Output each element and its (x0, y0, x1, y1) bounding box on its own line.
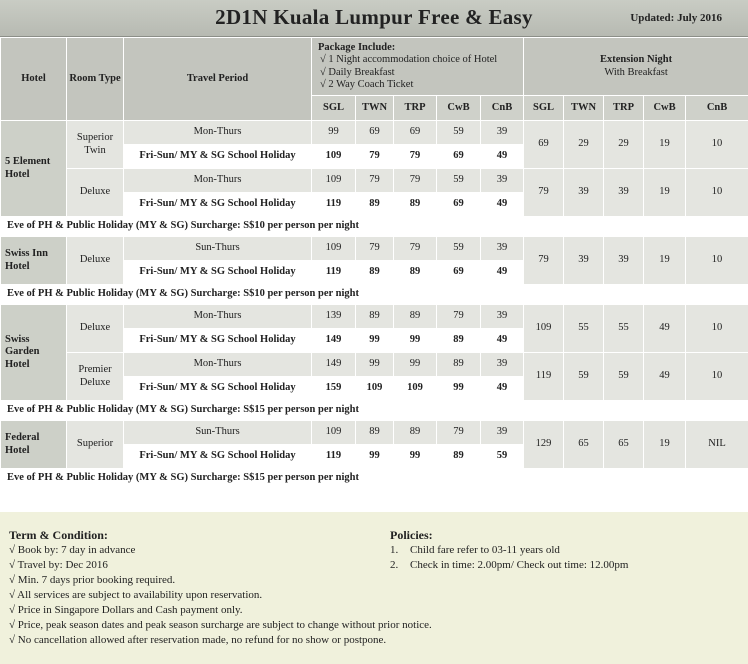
rate-value: 99 (394, 353, 437, 377)
travel-period: Mon-Thurs (124, 169, 312, 193)
rate-value: 119 (312, 445, 356, 469)
rate-row (1, 353, 748, 377)
hotel-name: Federal Hotel (1, 421, 67, 469)
rate-value: 99 (394, 445, 437, 469)
rate-value: 99 (356, 353, 394, 377)
travel-period: Fri-Sun/ MY & SG School Holiday (124, 329, 312, 353)
rate-value: 99 (356, 329, 394, 353)
rate-value: 139 (312, 305, 356, 329)
ext-rate-value: 39 (564, 237, 604, 285)
travel-period: Fri-Sun/ MY & SG School Holiday (124, 261, 312, 285)
rate-row (1, 169, 748, 193)
ext-rate-value: 49 (644, 353, 686, 401)
rate-value: 39 (481, 121, 524, 145)
rate-value: 109 (356, 377, 394, 401)
terms-list (9, 543, 432, 648)
rate-row (1, 421, 748, 445)
hotel-name: 5 Element Hotel (1, 121, 67, 217)
rate-row (1, 237, 748, 261)
travel-period: Fri-Sun/ MY & SG School Holiday (124, 145, 312, 169)
ext-rate-value: 59 (604, 353, 644, 401)
ext-rate-value: 19 (644, 421, 686, 469)
policy-text: Check in time: 2.00pm/ Check out time: 12.00pm (410, 559, 629, 571)
term-item: √ Travel by: Dec 2016 (9, 559, 108, 571)
rate-value: 89 (437, 353, 481, 377)
rate-value: 119 (312, 261, 356, 285)
ext-rate-value: 59 (564, 353, 604, 401)
rate-value: 39 (481, 169, 524, 193)
travel-period: Sun-Thurs (124, 421, 312, 445)
ext-rate-value: 65 (604, 421, 644, 469)
ext-rate-value: 10 (686, 121, 748, 169)
rate-value: 49 (481, 261, 524, 285)
room-type: Deluxe (67, 169, 124, 217)
rate-value: 89 (356, 305, 394, 329)
extension-night-title: Extension Night (600, 54, 673, 66)
package-include-item: √ 1 Night accommodation choice of Hotel (320, 54, 498, 66)
ext-rate-value: 39 (604, 237, 644, 285)
room-type: Deluxe (67, 305, 124, 353)
rate-value: 119 (312, 193, 356, 217)
rate-value: 79 (356, 237, 394, 261)
surcharge-note: Eve of PH & Public Holiday (MY & SG) Surcharge: S$15 per person per night (1, 401, 748, 421)
policies-title: Policies: (390, 528, 433, 542)
rate-table (0, 37, 748, 489)
ext-rate-value: 10 (686, 169, 748, 217)
ext-rate-value: 10 (686, 353, 748, 401)
ext-rate-value: 19 (644, 169, 686, 217)
rate-value: 79 (356, 145, 394, 169)
policy-number: 2. (390, 559, 399, 571)
rate-value: 89 (437, 445, 481, 469)
term-item: √ No cancellation allowed after reservation made, no refund for no show or postpone. (9, 634, 387, 646)
rate-value: 39 (481, 421, 524, 445)
travel-period: Mon-Thurs (124, 305, 312, 329)
rate-value: 89 (356, 193, 394, 217)
ext-rate-value: NIL (686, 421, 748, 469)
rate-value: 99 (437, 377, 481, 401)
rate-value: 89 (437, 329, 481, 353)
ext-col-header: TWN (564, 96, 604, 121)
ext-col-header: TRP (604, 96, 644, 121)
ext-rate-value: 19 (644, 237, 686, 285)
ext-rate-value: 29 (564, 121, 604, 169)
extension-night-cell (524, 38, 748, 96)
rate-value: 59 (437, 169, 481, 193)
terms-section (9, 528, 432, 648)
package-include-title: Package Include: (318, 42, 396, 54)
surcharge-note: Eve of PH & Public Holiday (MY & SG) Surcharge: S$10 per person per night (1, 217, 748, 237)
rate-value: 39 (481, 237, 524, 261)
surcharge-row (1, 469, 748, 489)
ext-rate-value: 79 (524, 169, 564, 217)
term-item: √ Price in Singapore Dollars and Cash payment only. (9, 604, 243, 616)
rate-value: 69 (437, 193, 481, 217)
travel-period: Sun-Thurs (124, 237, 312, 261)
travel-period: Fri-Sun/ MY & SG School Holiday (124, 377, 312, 401)
room-type: Superior (67, 421, 124, 469)
rate-value: 49 (481, 193, 524, 217)
rate-value: 79 (356, 169, 394, 193)
travel-period: Mon-Thurs (124, 353, 312, 377)
travel-period: Mon-Thurs (124, 121, 312, 145)
rate-value: 109 (394, 377, 437, 401)
footer-panel (0, 512, 748, 664)
rate-col-header: CwB (437, 96, 481, 121)
rate-value: 89 (394, 305, 437, 329)
package-include-item: √ 2 Way Coach Ticket (320, 78, 414, 90)
ext-rate-value: 79 (524, 237, 564, 285)
ext-rate-value: 19 (644, 121, 686, 169)
ext-rate-value: 10 (686, 305, 748, 353)
term-item: √ Min. 7 days prior booking required. (9, 574, 176, 586)
policy-text: Child fare refer to 03-11 years old (410, 544, 560, 556)
rate-value: 69 (394, 121, 437, 145)
rate-value: 59 (481, 445, 524, 469)
ext-rate-value: 29 (604, 121, 644, 169)
rate-value: 149 (312, 329, 356, 353)
ext-rate-value: 49 (644, 305, 686, 353)
rate-value: 79 (394, 169, 437, 193)
rate-value: 79 (394, 237, 437, 261)
rate-value: 89 (394, 261, 437, 285)
rate-value: 89 (394, 421, 437, 445)
travel-period: Fri-Sun/ MY & SG School Holiday (124, 445, 312, 469)
policy-number: 1. (390, 544, 399, 556)
rate-value: 89 (356, 261, 394, 285)
ext-col-header: CwB (644, 96, 686, 121)
policies-list (390, 543, 628, 573)
rate-value: 99 (312, 121, 356, 145)
ext-rate-value: 10 (686, 237, 748, 285)
rate-value: 59 (437, 121, 481, 145)
rate-col-header: SGL (312, 96, 356, 121)
rate-value: 49 (481, 145, 524, 169)
surcharge-note: Eve of PH & Public Holiday (MY & SG) Surcharge: S$15 per person per night (1, 469, 748, 489)
package-include-item: √ Daily Breakfast (320, 66, 395, 78)
rate-value: 109 (312, 145, 356, 169)
ext-rate-value: 109 (524, 305, 564, 353)
policies-section (390, 528, 628, 573)
policy-item (390, 543, 628, 558)
ext-col-header: CnB (686, 96, 748, 121)
room-type: Premier Deluxe (67, 353, 124, 401)
title-bar (0, 0, 748, 37)
rate-value: 69 (437, 261, 481, 285)
ext-rate-value: 65 (564, 421, 604, 469)
term-item: √ Book by: 7 day in advance (9, 544, 136, 556)
terms-title: Term & Condition: (9, 528, 108, 542)
rate-col-header: CnB (481, 96, 524, 121)
ext-rate-value: 119 (524, 353, 564, 401)
rate-value: 49 (481, 329, 524, 353)
ext-rate-value: 55 (604, 305, 644, 353)
rate-value: 99 (356, 445, 394, 469)
policy-item (390, 558, 628, 573)
term-item: √ All services are subject to availability upon reservation. (9, 589, 263, 601)
hotel-name: Swiss Inn Hotel (1, 237, 67, 285)
col-travel-period-header: Travel Period (124, 38, 312, 121)
rate-col-header: TWN (356, 96, 394, 121)
package-include-cell (312, 38, 524, 96)
rate-value: 89 (356, 421, 394, 445)
header-row (1, 38, 748, 96)
ext-rate-value: 129 (524, 421, 564, 469)
surcharge-row (1, 217, 748, 237)
rate-value: 89 (394, 193, 437, 217)
rate-value: 59 (437, 237, 481, 261)
ext-rate-value: 39 (604, 169, 644, 217)
rate-value: 149 (312, 353, 356, 377)
rate-value: 69 (356, 121, 394, 145)
room-type: Deluxe (67, 237, 124, 285)
col-room-type-header: Room Type (67, 38, 124, 121)
extension-night-subtitle: With Breakfast (604, 66, 668, 78)
rate-value: 39 (481, 353, 524, 377)
rate-value: 79 (394, 145, 437, 169)
rate-value: 69 (437, 145, 481, 169)
rate-value: 109 (312, 421, 356, 445)
rate-row (1, 305, 748, 329)
rate-value: 49 (481, 377, 524, 401)
page-title: 2D1N Kuala Lumpur Free & Easy (215, 5, 533, 29)
updated-date: Updated: July 2016 (630, 12, 722, 24)
rate-value: 39 (481, 305, 524, 329)
ext-rate-value: 39 (564, 169, 604, 217)
ext-col-header: SGL (524, 96, 564, 121)
room-type: Superior Twin (67, 121, 124, 169)
hotel-name: Swiss Garden Hotel (1, 305, 67, 401)
surcharge-note: Eve of PH & Public Holiday (MY & SG) Surcharge: S$10 per person per night (1, 285, 748, 305)
rate-value: 109 (312, 169, 356, 193)
rate-row (1, 121, 748, 145)
rate-value: 159 (312, 377, 356, 401)
rate-value: 99 (394, 329, 437, 353)
rate-col-header: TRP (394, 96, 437, 121)
rate-value: 109 (312, 237, 356, 261)
surcharge-row (1, 401, 748, 421)
rate-value: 79 (437, 421, 481, 445)
col-hotel-header: Hotel (1, 38, 67, 121)
term-item: √ Price, peak season dates and peak season surcharge are subject to change without prior notice. (9, 619, 432, 631)
surcharge-row (1, 285, 748, 305)
ext-rate-value: 69 (524, 121, 564, 169)
travel-period: Fri-Sun/ MY & SG School Holiday (124, 193, 312, 217)
rate-value: 79 (437, 305, 481, 329)
ext-rate-value: 55 (564, 305, 604, 353)
